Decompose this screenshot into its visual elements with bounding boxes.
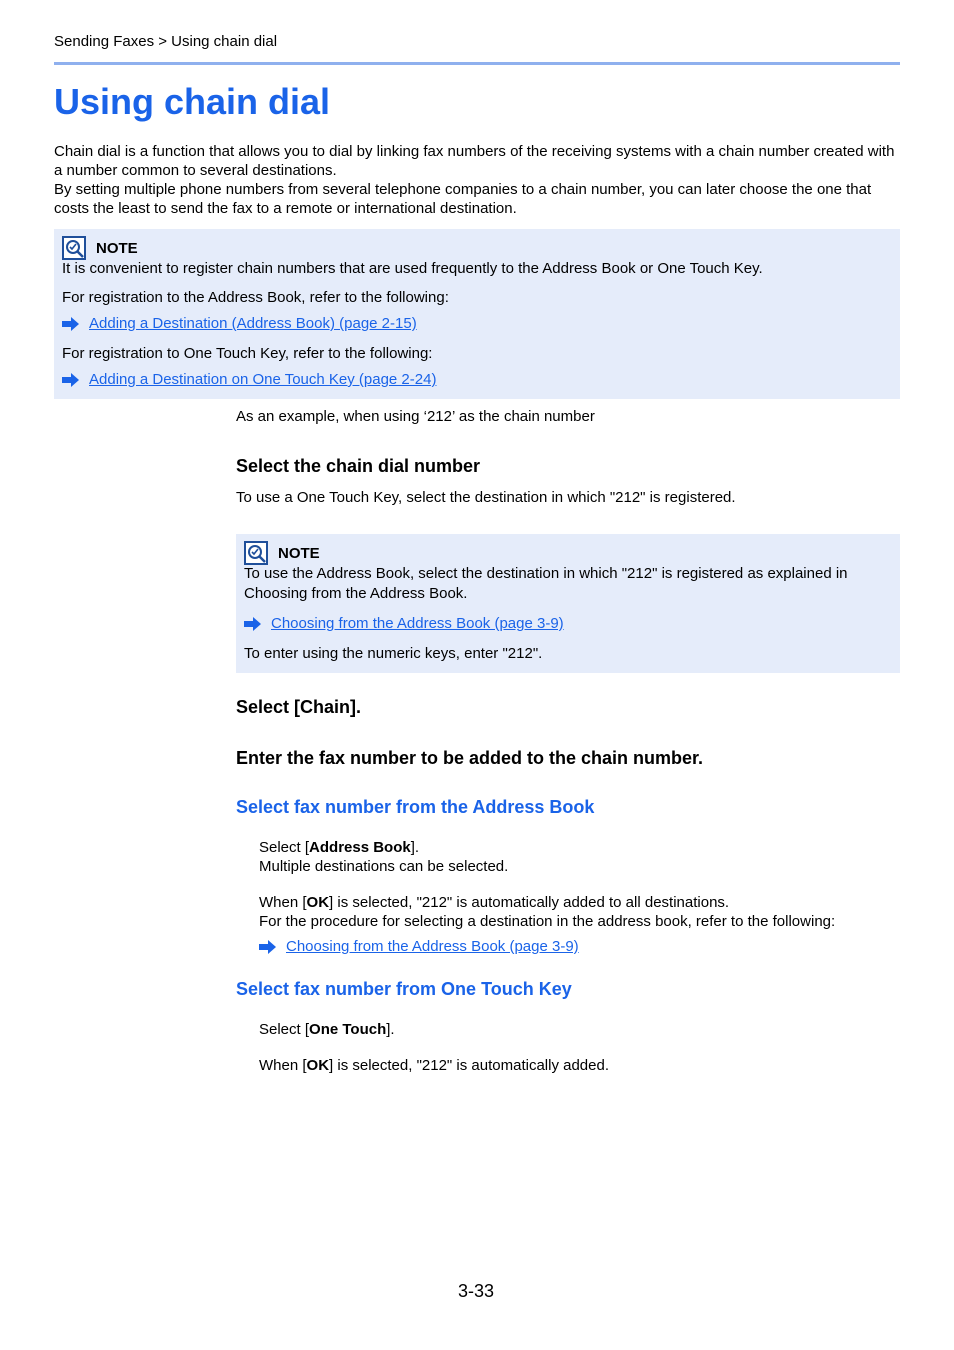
link-add-destination-address-book[interactable]: Adding a Destination (Address Book) (page 2-15)	[89, 315, 417, 332]
intro-text	[54, 142, 904, 218]
intro-paragraph-2: By setting multiple phone numbers from several telephone companies to a chain number, you can later choose the one that costs the least to send the fax to a remote or international destination.	[54, 181, 872, 217]
arrow-icon	[62, 317, 79, 331]
instruction-select-one-touch: Select [One Touch].	[259, 1021, 395, 1038]
note-label: NOTE	[96, 239, 138, 257]
subheading-address-book: Select fax number from the Address Book	[236, 797, 595, 817]
link-row	[259, 938, 579, 955]
arrow-icon	[259, 940, 276, 954]
link-row	[62, 315, 417, 332]
link-row	[244, 615, 564, 632]
example-text: As an example, when using ‘212’ as the chain number	[236, 408, 595, 425]
subheading-one-touch: Select fax number from One Touch Key	[236, 979, 572, 999]
note-box	[54, 229, 900, 399]
link-add-destination-one-touch[interactable]: Adding a Destination on One Touch Key (page 2-24)	[89, 371, 437, 388]
link-choosing-address-book[interactable]: Choosing from the Address Book (page 3-9)	[271, 615, 564, 632]
note-text: To enter using the numeric keys, enter "212".	[244, 645, 543, 662]
header-divider	[54, 62, 900, 65]
note-text: For registration to One Touch Key, refer to the following:	[62, 345, 433, 362]
arrow-icon	[62, 373, 79, 387]
breadcrumb: Sending Faxes > Using chain dial	[54, 33, 278, 50]
note-header	[62, 236, 138, 260]
step-heading-select-chain-dial: Select the chain dial number	[236, 456, 481, 476]
instruction-ok: When [OK] is selected, "212" is automatically added to all destinations.	[259, 894, 730, 911]
link-choosing-address-book[interactable]: Choosing from the Address Book (page 3-9)	[286, 938, 579, 955]
arrow-icon	[244, 617, 261, 631]
intro-paragraph-1: Chain dial is a function that allows you to dial by linking fax numbers of the receiving systems with a chain number created with a number common to several destinations.	[54, 143, 895, 179]
instruction-text: Multiple destinations can be selected.	[259, 858, 509, 875]
page-title: Using chain dial	[54, 81, 331, 122]
note-label: NOTE	[278, 544, 320, 562]
note-box	[236, 534, 900, 673]
note-text: It is convenient to register chain numbers that are used frequently to the Address Book or One Touch Key.	[62, 260, 763, 277]
step-heading-select-chain: Select [Chain].	[236, 697, 362, 717]
note-icon	[62, 236, 86, 260]
note-text: To use the Address Book, select the destination in which "212" is registered as explained in	[244, 565, 848, 582]
step-text: To use a One Touch Key, select the destination in which "212" is registered.	[236, 489, 736, 506]
note-text: For registration to the Address Book, refer to the following:	[62, 289, 449, 306]
instruction-select-address-book: Select [Address Book].	[259, 839, 420, 856]
instruction-text: For the procedure for selecting a destination in the address book, refer to the following:	[259, 913, 836, 930]
note-icon	[244, 541, 268, 565]
note-header	[244, 541, 320, 565]
link-row	[62, 371, 436, 388]
step-heading-enter-fax-number: Enter the fax number to be added to the chain number.	[236, 748, 704, 768]
note-text: Choosing from the Address Book.	[244, 585, 468, 602]
instruction-ok: When [OK] is selected, "212" is automatically added.	[259, 1057, 609, 1074]
page-number: 3-33	[458, 1281, 495, 1301]
